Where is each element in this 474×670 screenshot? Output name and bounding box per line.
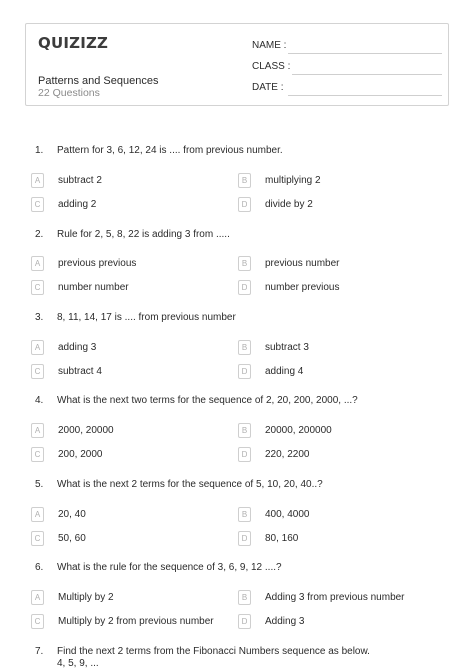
option-letter: C [31, 280, 44, 295]
option-letter: A [31, 256, 44, 271]
option-text: 50, 60 [58, 533, 86, 544]
option-text: 200, 2000 [58, 449, 103, 460]
question-text: Pattern for 3, 6, 12, 24 is .... from previous number. [57, 145, 283, 156]
option-letter: C [31, 197, 44, 212]
name-label: NAME : [252, 40, 287, 51]
option-letter: B [238, 423, 251, 438]
worksheet-header [25, 23, 449, 106]
option-letter: D [238, 197, 251, 212]
option-text: previous previous [58, 258, 137, 269]
option-text: 2000, 20000 [58, 425, 114, 436]
option-text: 20, 40 [58, 509, 86, 520]
option-text: Adding 3 [265, 616, 305, 627]
question-number: 4. [35, 395, 44, 406]
option-letter: C [31, 531, 44, 546]
question-text-line-2: 4, 5, 9, ... [57, 658, 99, 669]
question-count: 22 Questions [38, 87, 100, 99]
option-letter: C [31, 614, 44, 629]
option-text: Multiply by 2 [58, 592, 114, 603]
question-text: What is the next two terms for the sequence of 2, 20, 200, 2000, ...? [57, 395, 358, 406]
option-text: Multiply by 2 from previous number [58, 616, 214, 627]
option-text: 400, 4000 [265, 509, 310, 520]
option-letter: B [238, 173, 251, 188]
option-text: previous number [265, 258, 340, 269]
option-text: subtract 3 [265, 342, 309, 353]
question-number: 3. [35, 312, 44, 323]
option-letter: B [238, 340, 251, 355]
question-text: Rule for 2, 5, 8, 22 is adding 3 from ..... [57, 229, 230, 240]
class-field[interactable] [252, 57, 442, 77]
option-letter: A [31, 507, 44, 522]
option-text: 20000, 200000 [265, 425, 332, 436]
option-text: Adding 3 from previous number [265, 592, 405, 603]
question-number: 1. [35, 145, 44, 156]
option-letter: C [31, 364, 44, 379]
question-text: What is the rule for the sequence of 3, 6, 9, 12 ....? [57, 562, 282, 573]
name-field[interactable] [252, 36, 442, 56]
option-text: adding 3 [58, 342, 97, 353]
option-text: subtract 2 [58, 175, 102, 186]
class-label: CLASS : [252, 61, 291, 72]
question-number: 5. [35, 479, 44, 490]
option-letter: D [238, 280, 251, 295]
option-text: 220, 2200 [265, 449, 310, 460]
option-letter: D [238, 364, 251, 379]
option-letter: B [238, 507, 251, 522]
option-letter: A [31, 423, 44, 438]
option-letter: D [238, 614, 251, 629]
date-line[interactable] [288, 95, 442, 96]
class-line[interactable] [292, 74, 442, 75]
student-info-fields [252, 36, 442, 99]
option-letter: C [31, 447, 44, 462]
option-letter: A [31, 340, 44, 355]
option-letter: B [238, 256, 251, 271]
question-number: 2. [35, 229, 44, 240]
option-text: divide by 2 [265, 199, 313, 210]
name-line[interactable] [288, 53, 442, 54]
question-number: 7. [35, 646, 44, 657]
question-text: Find the next 2 terms from the Fibonacci Numbers sequence as below. [57, 646, 370, 657]
option-letter: A [31, 590, 44, 605]
option-text: number previous [265, 282, 340, 293]
question-number: 6. [35, 562, 44, 573]
option-letter: D [238, 447, 251, 462]
option-letter: B [238, 590, 251, 605]
date-field[interactable] [252, 78, 442, 98]
option-letter: A [31, 173, 44, 188]
question-text: 8, 11, 14, 17 is .... from previous number [57, 312, 236, 323]
question-text: What is the next 2 terms for the sequence of 5, 10, 20, 40..? [57, 479, 323, 490]
option-text: multiplying 2 [265, 175, 321, 186]
option-text: number number [58, 282, 129, 293]
option-text: subtract 4 [58, 366, 102, 377]
date-label: DATE : [252, 82, 284, 93]
option-text: 80, 160 [265, 533, 299, 544]
option-text: adding 4 [265, 366, 304, 377]
quizizz-logo: QUIZIZZ [38, 34, 109, 52]
option-text: adding 2 [58, 199, 97, 210]
worksheet-title: Patterns and Sequences [38, 75, 159, 87]
option-letter: D [238, 531, 251, 546]
